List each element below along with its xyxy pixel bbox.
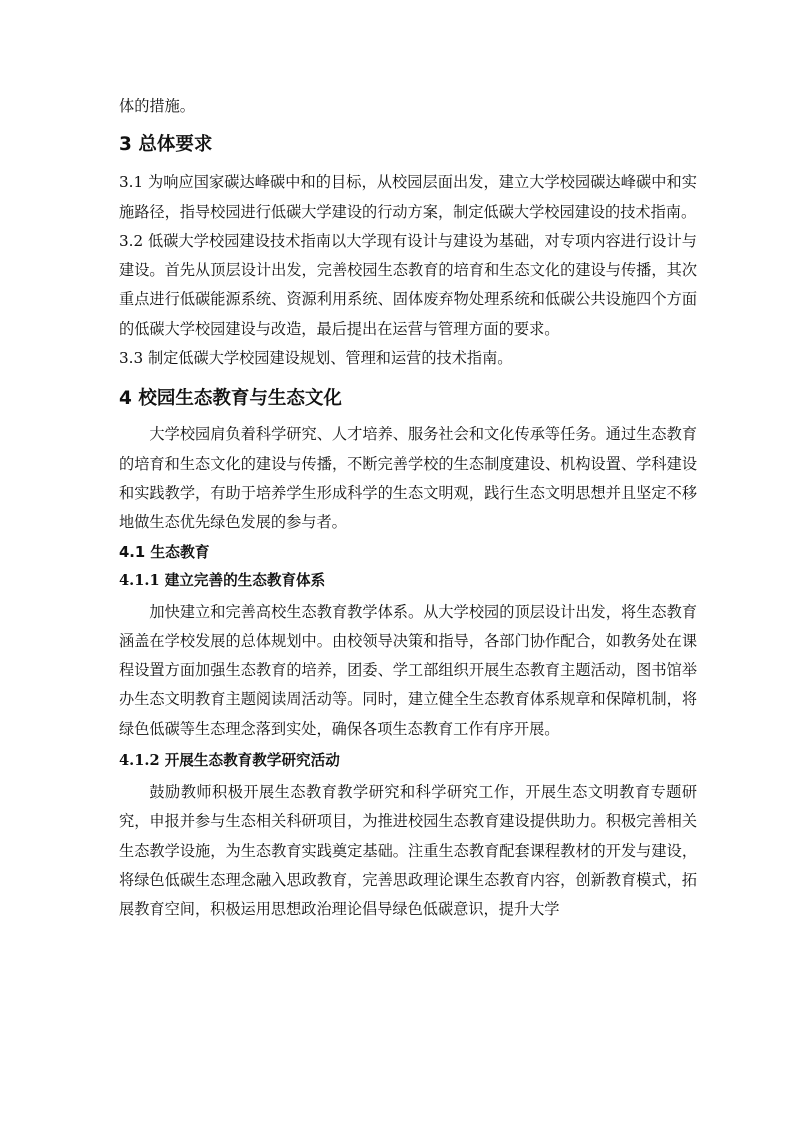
document-body bbox=[119, 92, 697, 925]
section-3-heading: 3 总体要求 bbox=[119, 134, 213, 156]
section-4-1-1-heading: 4.1.1 建立完善的生态教育体系 bbox=[119, 571, 326, 589]
section-4-1-heading: 4.1 生态教育 bbox=[119, 543, 210, 561]
intro-tail-paragraph: 体的措施。 bbox=[119, 97, 195, 115]
section-4-intro-paragraph: 大学校园肩负着科学研究、人才培养、服务社会和文化传承等任务。通过生态教育的培育和生态文化的建设与传播，不断完善学校的生态制度建设、机构设置、学科建设和实践教学，有助于培养学生形成科学的生态文明观，践行生态文明思想并且坚定不移地做生态优先绿色发展的参与者。 bbox=[119, 425, 697, 532]
section-4-1-1-paragraph: 加快建立和完善高校生态教育教学体系。从大学校园的顶层设计出发，将生态教育涵盖在学校发展的总体规划中。由校领导决策和指导，各部门协作配合，如教务处在课程设置方面加强生态教育的培养，团委、学工部组织开展生态教育主题活动，图书馆举办生态文明教育主题阅读周活动等。同时，建立健全生态教育体系规章和保障机制，将绿色低碳等生态理念落到实处，确保各项生态教育工作有序开展。 bbox=[119, 602, 697, 738]
section-4-1-2-heading: 4.1.2 开展生态教育教学研究活动 bbox=[119, 752, 340, 770]
section-3-3-paragraph: 3.3 制定低碳大学校园建设规划、管理和运营的技术指南。 bbox=[119, 349, 513, 368]
section-3-2-paragraph: 3.2 低碳大学校园建设技术指南以大学现有设计与建设为基础，对专项内容进行设计与建设。首先从顶层设计出发，完善校园生态教育的培育和生态文化的建设与传播，其次重点进行低碳能源系统、资源利用系统、固体废弃物处理系统和低碳公共设施四个方面的低碳大学校园建设与改造，最后提出在运营与管理方面的要求。 bbox=[119, 231, 697, 338]
section-4-heading: 4 校园生态教育与生态文化 bbox=[119, 388, 342, 410]
section-4-1-2-paragraph: 鼓励教师积极开展生态教育教学研究和科学研究工作，开展生态文明教育专题研究，申报并参与生态相关科研项目，为推进校园生态教育建设提供助力。积极完善相关生态教学设施，为生态教育实践奠定基础。注重生态教育配套课程教材的开发与建设，将绿色低碳生态理念融入思政教育，完善思政理论课生态教育内容，创新教育模式，拓展教育空间，积极运用思想政治理论倡导绿色低碳意识，提升大学 bbox=[119, 783, 697, 919]
section-3-1-paragraph: 3.1 为响应国家碳达峰碳中和的目标，从校园层面出发，建立大学校园碳达峰碳中和实施路径，指导校园进行低碳大学建设的行动方案，制定低碳大学校园建设的技术指南。 bbox=[119, 173, 697, 221]
